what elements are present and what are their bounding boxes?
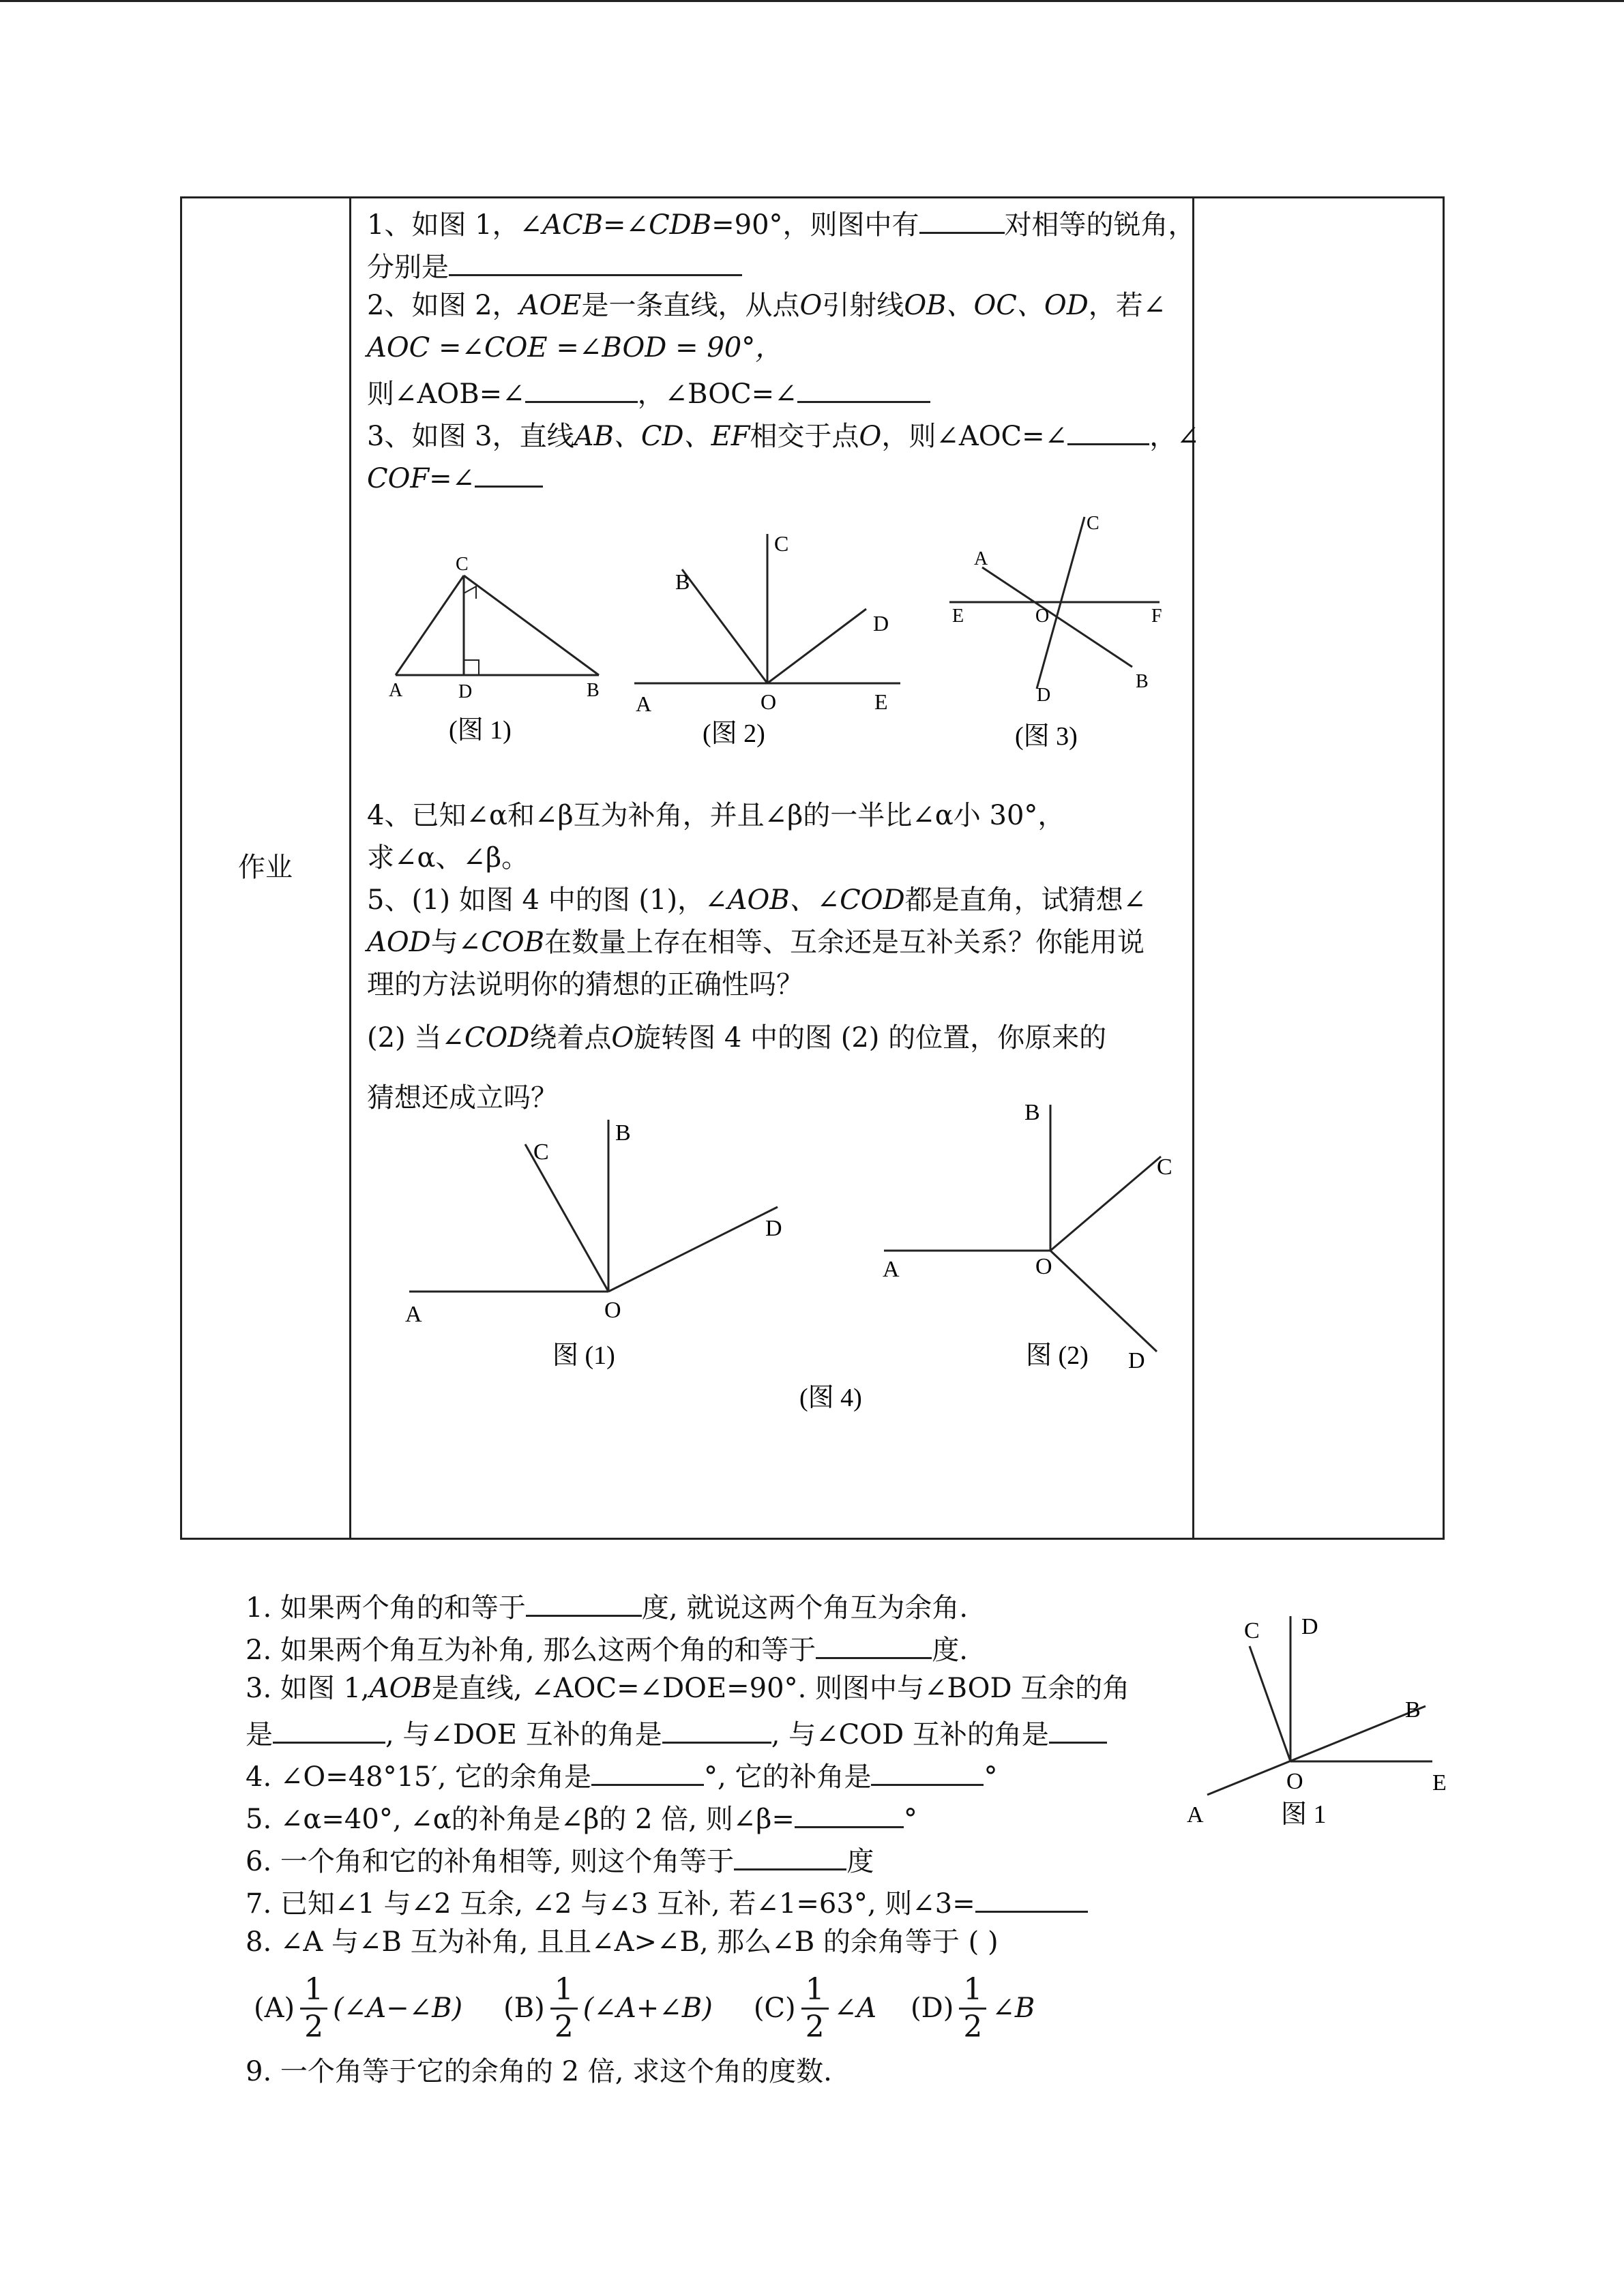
fig4b-label-d: D [1128,1348,1145,1373]
fig4b-label-b: B [1024,1100,1040,1125]
fig4a-label-o: O [604,1298,621,1323]
figure-4-2 [883,1100,1172,1373]
bottom-fig-label-a: A [1187,1802,1204,1828]
fig4a-label-b: B [615,1120,631,1146]
bottom-fig-label-d: D [1301,1614,1318,1639]
fraction-half: $\frac{1}{2}$ [801,1975,829,2042]
table-q1-line1: 1、如图 1，∠ACB=∠CDB=90°，则图中有 对相等的锐角， [367,205,1196,241]
fig1-caption: (图 1) [449,716,512,745]
table-q2-line1: 2、如图 2，AOE是一条直线，从点O引射线OB、OC、OD，若∠ [367,290,1166,321]
bottom-q7: 7. 已知∠1 与∠2 互余, ∠2 与∠3 互补, 若∠1=63°, 则∠3= [246,1883,1088,1920]
table-divider-right [1192,196,1194,1540]
blank[interactable] [662,1714,771,1744]
blank[interactable] [734,1841,846,1870]
blank[interactable] [449,247,742,276]
figure-4-1 [405,1120,782,1370]
table-q5-line4: (2) 当∠COD绕着点O旋转图 4 中的图 (2) 的位置，你原来的 [367,1022,1107,1054]
bottom-fig-label-o: O [1286,1769,1303,1794]
fraction-half: $\frac{1}{2}$ [300,1975,327,2042]
bottom-figure-1 [1160,1596,1473,1828]
bottom-q3-line2: 是 , 与∠DOE 互补的角是 , 与∠COD 互补的角是 [246,1714,1107,1751]
fig1-label-d: D [458,681,473,702]
fig3-label-a: A [974,548,988,569]
fig3-label-b: B [1136,671,1149,692]
bottom-q4: 4. ∠O=48°15′, 它的余角是 °, 它的补角是 ° [246,1757,997,1793]
blank[interactable] [871,1757,984,1786]
blank[interactable] [816,1630,932,1659]
page-top-rule [0,0,1624,2]
fig4a-caption: 图 (1) [552,1341,615,1370]
table-q5-line2: AOD与∠COB在数量上存在相等、互余还是互补关系？你能用说 [367,927,1145,958]
fraction-half: $\frac{1}{2}$ [550,1975,578,2042]
bottom-q3-line1: 3. 如图 1,AOB是直线, ∠AOC=∠DOE=90°. 则图中与∠BOD 互余的角 [246,1673,1130,1704]
blank[interactable] [475,458,543,488]
table-q3-line1: 3、如图 3，直线AB、CD、EF相交于点O，则∠AOC=∠ ，∠ [367,416,1200,453]
bottom-q8: 8. ∠A 与∠B 互为补角, 且且∠A>∠B, 那么∠B 的余角等于 ( ) [246,1926,999,1958]
fig2-label-c: C [774,531,789,556]
table-q3-line2: COF=∠ [367,458,543,495]
fig4b-label-a: A [883,1257,900,1282]
table-q5-line1: 5、(1) 如图 4 中的图 (1)，∠AOB、∠COD都是直角，试猜想∠ [367,884,1147,916]
table-q5-line5: 猜想还成立吗？ [367,1082,558,1114]
blank[interactable] [1067,416,1149,445]
fig4-caption: (图 4) [799,1384,862,1412]
fig2-label-o: O [761,689,777,714]
fig2-label-d: D [873,611,889,636]
fig3-label-o: O [1035,606,1050,627]
blank[interactable] [919,205,1005,234]
fig2-caption: (图 2) [703,719,765,748]
fig4b-label-c: C [1157,1154,1172,1180]
fig1-label-a: A [389,680,403,701]
blank[interactable] [525,374,638,403]
table-q2-line2: AOC =∠COE =∠BOD = 90°， [367,332,783,363]
figure-4 [382,1091,1187,1432]
table-q4-line1: 4、已知∠α和∠β互为补角，并且∠β的一半比∠α小 30°， [367,800,1065,831]
homework-label: 作业 [238,852,293,883]
fraction-half: $\frac{1}{2}$ [959,1975,986,2042]
bottom-q8-options: (A) $\frac{1}{2}$ (∠A−∠B) (B) $\frac{1}{2}$ (∠A+∠B) (C) $\frac{1}{2}$ ∠A (D) $\frac{1}{2}$ ∠B [254,1971,1035,2044]
fig3-caption: (图 3) [1015,722,1078,751]
fig3-label-d: D [1037,685,1051,706]
figures-row-1 [368,513,1187,757]
blank[interactable] [591,1757,704,1786]
bottom-fig-label-e: E [1432,1770,1447,1795]
fig2-label-e: E [874,689,888,714]
table-q1-line2: 分别是 [367,247,742,284]
blank[interactable] [273,1714,385,1744]
figure-3 [949,513,1162,751]
fig1-label-c: C [456,554,469,575]
table-q2-line3: 则∠AOB=∠ ，∠BOC=∠ [367,374,930,411]
bottom-q1: 1. 如果两个角的和等于 度, 就说这两个角互为余角. [246,1587,968,1624]
blank[interactable] [797,374,930,403]
blank[interactable] [975,1883,1088,1913]
fig3-label-c: C [1087,513,1099,534]
bottom-q2: 2. 如果两个角互为补角, 那么这两个角的和等于 度. [246,1630,968,1667]
blank[interactable] [795,1799,904,1828]
bottom-fig-label-b: B [1405,1697,1421,1723]
fig3-label-e: E [952,606,964,627]
bottom-fig-label-c: C [1244,1618,1260,1643]
bottom-fig-caption: 图 1 [1281,1800,1327,1829]
fig4b-label-o: O [1035,1254,1052,1279]
fig2-label-a: A [636,691,652,716]
fig4b-caption: 图 (2) [1026,1341,1089,1370]
fig1-label-b: B [587,680,600,701]
fig4a-label-a: A [405,1302,422,1327]
fig4a-label-d: D [765,1216,782,1241]
bottom-q6: 6. 一个角和它的补角相等, 则这个角等于 度 [246,1841,874,1878]
fig4a-label-c: C [533,1139,549,1165]
figure-2 [634,531,900,748]
bottom-q9: 9. 一个角等于它的余角的 2 倍, 求这个角的度数. [246,2056,832,2087]
figure-1 [389,554,600,745]
bottom-q5: 5. ∠α=40°, ∠α的补角是∠β的 2 倍, 则∠β= ° [246,1799,917,1836]
fig2-label-b: B [675,569,690,594]
table-q4-line2: 求∠α、∠β。 [367,842,529,874]
blank[interactable] [1049,1714,1107,1744]
fig3-label-f: F [1151,606,1162,627]
table-q5-line3: 理的方法说明你的猜想的正确性吗？ [367,969,803,1000]
blank[interactable] [526,1587,642,1617]
